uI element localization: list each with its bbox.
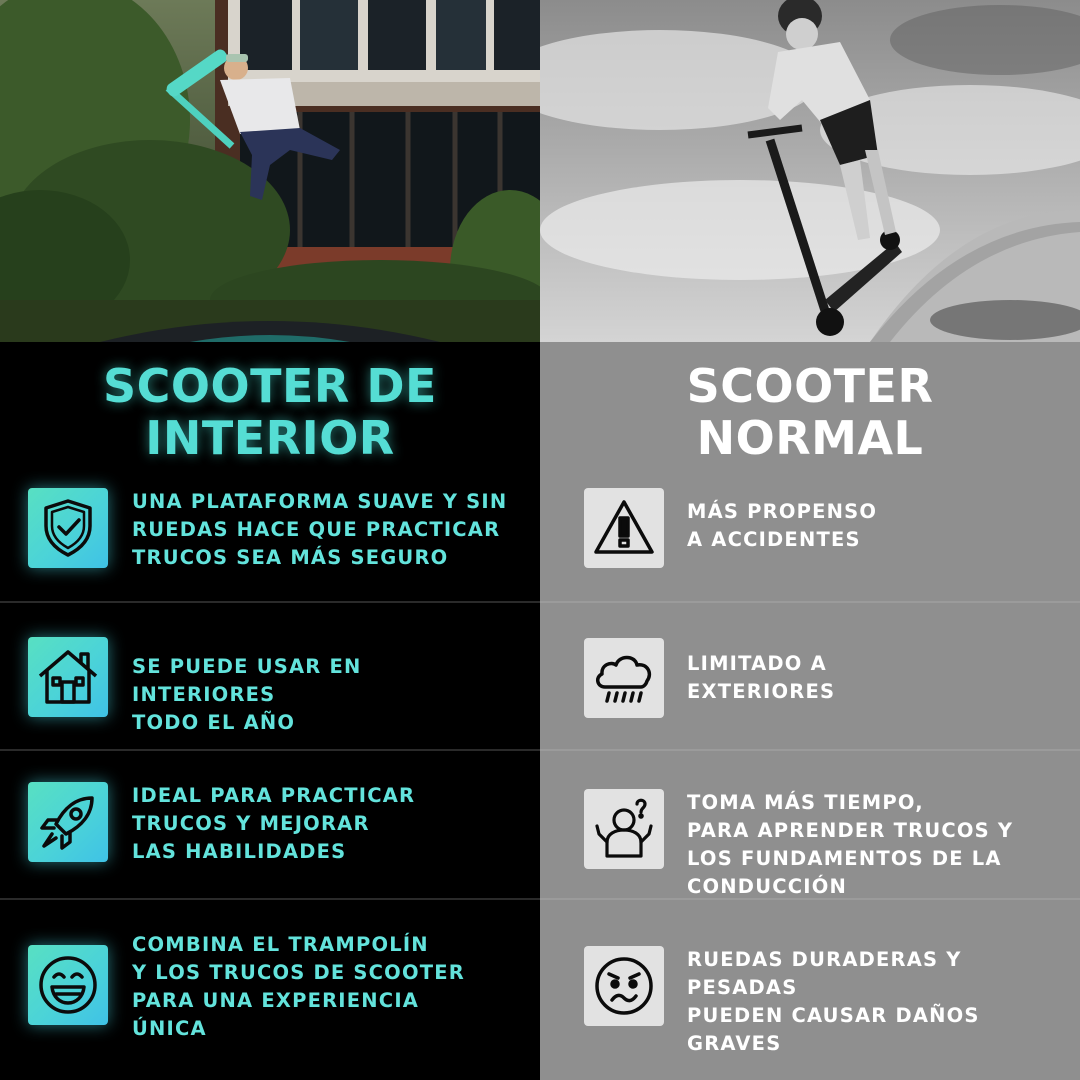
divider [0, 749, 540, 751]
divider [0, 601, 540, 603]
text-line: LIMITADO A [687, 652, 827, 675]
divider [540, 749, 1080, 751]
worried-face-icon [584, 946, 664, 1026]
normal-scooter-title [540, 360, 1080, 478]
text-line: INTERIORES [132, 683, 276, 706]
indoor-scooter-title [0, 360, 540, 478]
text-line: COMBINA EL TRAMPOLÍN [132, 933, 429, 956]
text-line: PARA APRENDER TRUCOS Y [687, 819, 1014, 842]
text-line: TODO EL AÑO [132, 711, 296, 734]
title-line: SCOOTER DE [103, 359, 437, 413]
text-line: UNA PLATAFORMA SUAVE Y SIN [132, 490, 508, 513]
indoor-scooter-photo [0, 0, 540, 342]
shield-check-icon [28, 488, 108, 568]
divider [540, 601, 1080, 603]
text-line: Y LOS TRUCOS DE SCOOTER [132, 961, 465, 984]
text-line: TOMA MÁS TIEMPO, [687, 791, 924, 814]
rocket-icon [28, 782, 108, 862]
text-line: LAS HABILIDADES [132, 840, 347, 863]
feature-text [687, 498, 877, 554]
text-line: TRUCOS Y MEJORAR [132, 812, 370, 835]
divider [540, 898, 1080, 900]
feature-text [132, 488, 507, 572]
feature-text [687, 946, 980, 1058]
feature-text [132, 653, 362, 737]
warning-icon [584, 488, 664, 568]
text-line: A ACCIDENTES [687, 528, 861, 551]
title-line: INTERIOR [145, 411, 395, 465]
title-line: SCOOTER [686, 359, 934, 413]
text-line: LOS FUNDAMENTOS DE LA [687, 847, 1002, 870]
feature-text [132, 931, 465, 1043]
text-line: SE PUEDE USAR EN [132, 655, 362, 678]
rain-cloud-icon [584, 638, 664, 718]
text-line: TRUCOS SEA MÁS SEGURO [132, 546, 449, 569]
feature-text [687, 789, 1013, 901]
normal-scooter-column [540, 0, 1080, 1080]
text-line: RUEDAS DURADERAS Y [687, 948, 962, 971]
text-line: EXTERIORES [687, 680, 836, 703]
text-line: PUEDEN CAUSAR DAÑOS [687, 1004, 980, 1027]
laughing-face-icon [28, 945, 108, 1025]
divider [0, 898, 540, 900]
house-icon [28, 637, 108, 717]
text-line: PARA UNA EXPERIENCIA [132, 989, 420, 1012]
text-line: MÁS PROPENSO [687, 500, 878, 523]
normal-scooter-photo [540, 0, 1080, 342]
title-line: NORMAL [696, 411, 924, 465]
confused-person-icon [584, 789, 664, 869]
text-line: ÚNICA [132, 1017, 207, 1040]
text-line: CONDUCCIÓN [687, 875, 848, 898]
text-line: GRAVES [687, 1032, 782, 1055]
feature-text [687, 650, 835, 706]
text-line: PESADAS [687, 976, 798, 999]
text-line: RUEDAS HACE QUE PRACTICAR [132, 518, 501, 541]
feature-text [132, 782, 415, 866]
text-line: IDEAL PARA PRACTICAR [132, 784, 416, 807]
